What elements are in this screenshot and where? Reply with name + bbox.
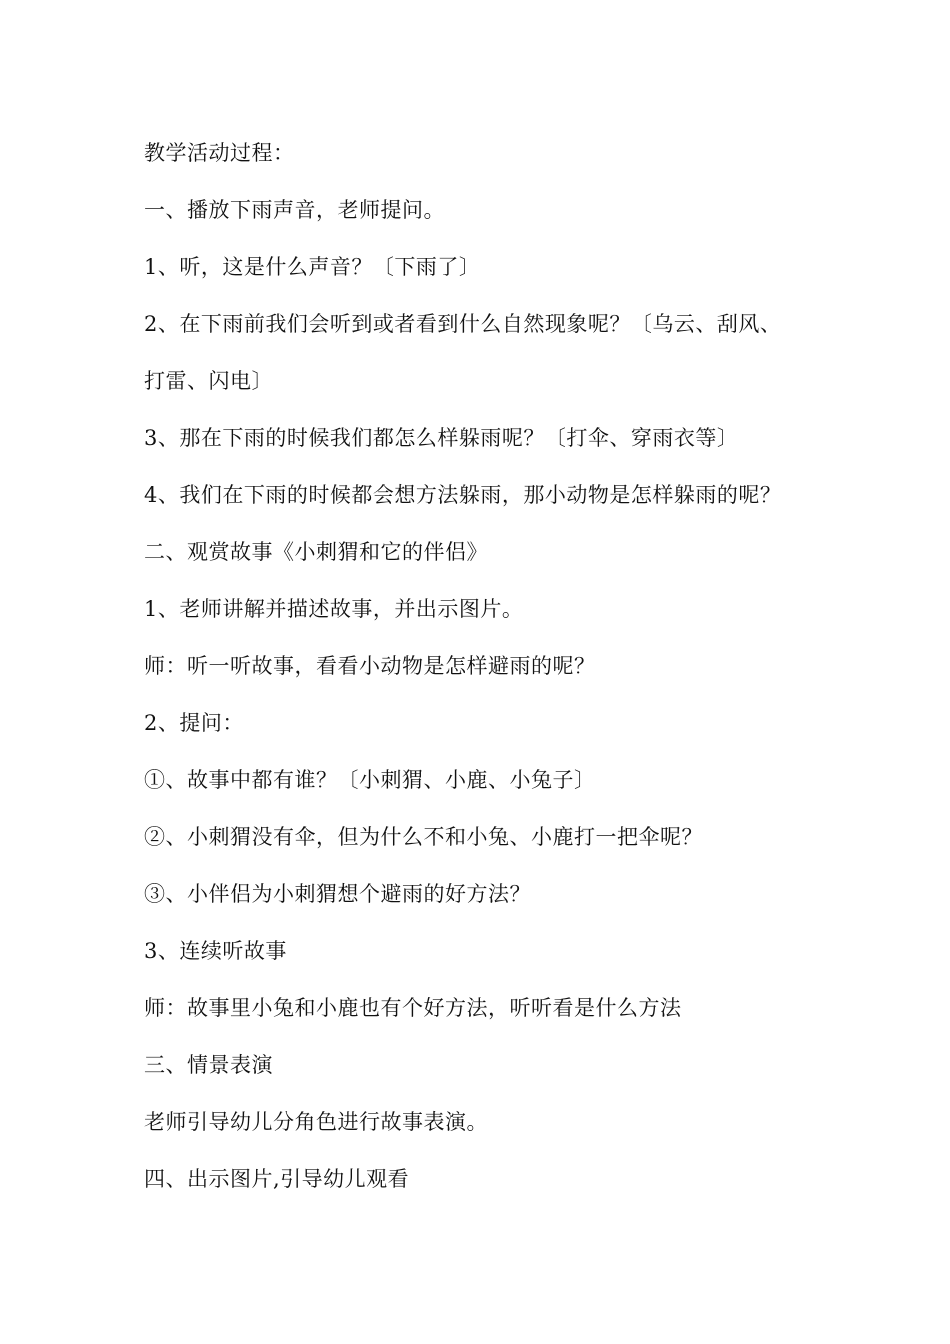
- step-two-item-3: 3、连续听故事: [144, 939, 287, 963]
- question-4: 4、我们在下雨的时候都会想方法躲雨，那小动物是怎样躲雨的呢？: [144, 483, 782, 507]
- step-two-heading: 二、观赏故事《小刺猬和它的伴侣》: [144, 540, 488, 564]
- step-two-item-1: 1、老师讲解并描述故事，并出示图片。: [144, 597, 524, 621]
- sub-question-3: ③、小伴侣为小刺猬想个避雨的好方法？: [144, 882, 531, 906]
- teacher-line-2: 师：故事里小兔和小鹿也有个好方法，听听看是什么方法: [144, 996, 682, 1020]
- question-3: 3、那在下雨的时候我们都怎么样躲雨呢？〔打伞、穿雨衣等〕: [144, 426, 739, 450]
- step-four-heading: 四、出示图片,引导幼儿观看: [144, 1167, 410, 1191]
- sub-question-2: ②、小刺猬没有伞，但为什么不和小兔、小鹿打一把伞呢？: [144, 825, 703, 849]
- question-2: 2、在下雨前我们会听到或者看到什么自然现象呢？〔乌云、刮风、: [144, 312, 782, 336]
- question-1: 1、听，这是什么声音？〔下雨了〕: [144, 255, 481, 279]
- section-heading: 教学活动过程：: [144, 141, 295, 165]
- teacher-line-1: 师：听一听故事，看看小动物是怎样避雨的呢？: [144, 654, 596, 678]
- question-2-continued: 打雷、闪电〕: [144, 369, 273, 393]
- step-one-heading: 一、播放下雨声音，老师提问。: [144, 198, 445, 222]
- step-two-item-2: 2、提问：: [144, 711, 244, 735]
- step-three-text: 老师引导幼儿分角色进行故事表演。: [144, 1110, 488, 1134]
- sub-question-1: ①、故事中都有谁？〔小刺猬、小鹿、小兔子〕: [144, 768, 596, 792]
- step-three-heading: 三、情景表演: [144, 1053, 273, 1077]
